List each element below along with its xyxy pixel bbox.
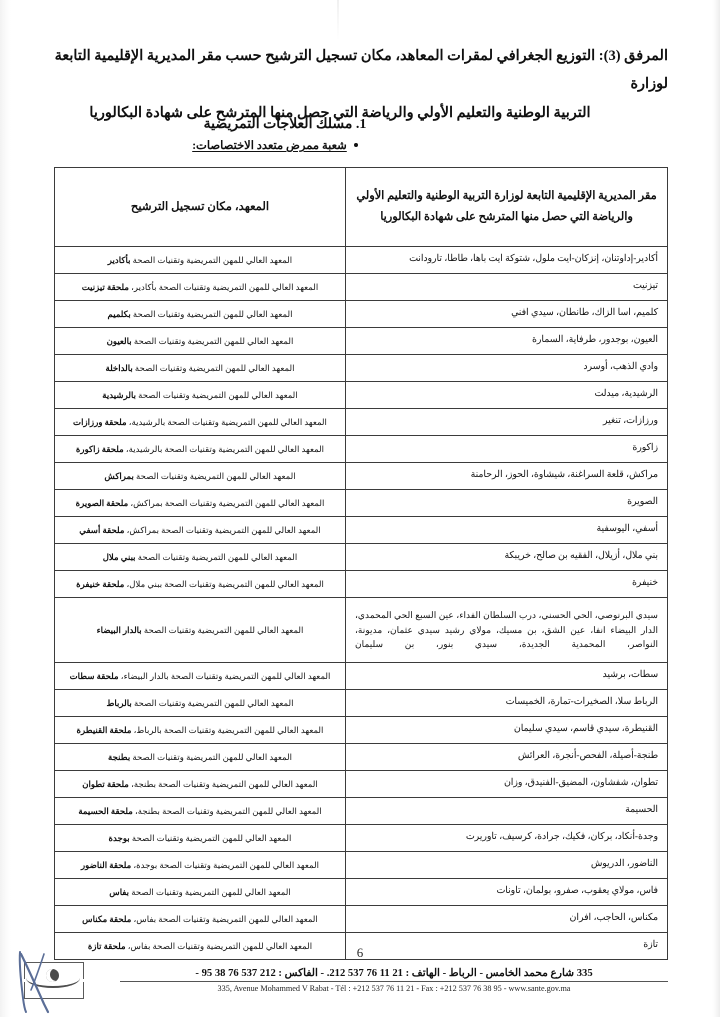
cell-institute: المعهد العالي للمهن التمريضية وتقنيات الصحة ببني ملال، ملحقة خنيفرة — [55, 571, 346, 598]
footer-divider — [120, 981, 668, 982]
cell-institute: المعهد العالي للمهن التمريضية وتقنيات الصحة بفاس، ملحقة تازة — [55, 933, 346, 960]
cell-region: الصويرة — [346, 490, 668, 517]
ministry-logo — [24, 962, 86, 1006]
cell-institute: المعهد العالي للمهن التمريضية وتقنيات الصحة بمراكش، ملحقة الصويرة — [55, 490, 346, 517]
cell-region: الرباط سلا، الصخيرات-تمارة، الخميسات — [346, 690, 668, 717]
subsection-heading — [52, 138, 668, 155]
cell-institute: المعهد العالي للمهن التمريضية وتقنيات الصحة بالرباط، ملحقة القنيطرة — [55, 717, 346, 744]
document-title-line-2: التربية الوطنية والتعليم الأولي والرياضة التي حصل منها المترشح على شهادة البكالوريا — [89, 104, 591, 121]
cell-institute: المعهد العالي للمهن التمريضية وتقنيات الصحة بالدار البيضاء، ملحقة سطات — [55, 663, 346, 690]
section-headings — [52, 114, 668, 155]
cell-institute: المعهد العالي للمهن التمريضية وتقنيات الصحة بفاس، ملحقة مكناس — [55, 906, 346, 933]
cell-region: مكناس، الحاجب، افران — [346, 906, 668, 933]
cell-region: سطات، برشيد — [346, 663, 668, 690]
table-row — [55, 879, 668, 906]
table-row — [55, 517, 668, 544]
subsection-title: شعبة ممرض متعدد الاختصاصات: — [192, 140, 347, 152]
table-body — [55, 247, 668, 960]
logo-crescent-icon — [46, 969, 59, 982]
cell-institute: المعهد العالي للمهن التمريضية وتقنيات الصحة بالرباط — [55, 690, 346, 717]
cell-institute: المعهد العالي للمهن التمريضية وتقنيات الصحة بوجدة، ملحقة الناضور — [55, 852, 346, 879]
cell-region: خنيفرة — [346, 571, 668, 598]
cell-region: سيدي البرنوصي، الحي الحسني، درب السلطان الفداء، عين السبع الحي المحمدي، الدار البيضاء انفا، عين الشق، بن مسيك، مولاي رشيد سيدي عثمان، مديونة، النواصر، المحمدية الجديدة، سيدي بنور، بن سليمان — [346, 598, 668, 663]
cell-institute: المعهد العالي للمهن التمريضية وتقنيات الصحة بطنجة، ملحقة تطوان — [55, 771, 346, 798]
footer-address-latin: 335, Avenue Mohammed V Rabat - Tél : +212 537 76 11 21 - Fax : +212 537 76 38 95 - www.sante.gov.ma — [217, 984, 571, 993]
cell-institute: المعهد العالي للمهن التمريضية وتقنيات الصحة بالرشيدية — [55, 382, 346, 409]
cell-institute: المعهد العالي للمهن التمريضية وتقنيات الصحة بالعيون — [55, 328, 346, 355]
page-footer — [120, 967, 668, 993]
table-row — [55, 825, 668, 852]
table-row — [55, 690, 668, 717]
column-header-institute: المعهد، مكان تسجيل الترشيح — [55, 168, 346, 247]
table-row — [55, 717, 668, 744]
table-header — [55, 168, 668, 247]
cell-institute: المعهد العالي للمهن التمريضية وتقنيات الصحة بالرشيدية، ملحقة زاكورة — [55, 436, 346, 463]
cell-region: بني ملال، أزيلال، الفقيه بن صالح، خريبكة — [346, 544, 668, 571]
cell-region: تازة — [346, 933, 668, 960]
cell-institute: المعهد العالي للمهن التمريضية وتقنيات الصحة بمراكش — [55, 463, 346, 490]
cell-region: وادي الذهب، أوسرد — [346, 355, 668, 382]
table-row — [55, 598, 668, 663]
table-row — [55, 247, 668, 274]
document-title-line-1: المرفق (3): التوزيع الجغرافي لمقرات المعاهد، مكان تسجيل الترشيح حسب مقر المديرية الإقليمية التابعة لوزارة — [54, 48, 668, 93]
column-header-region: مقر المديرية الإقليمية التابعة لوزارة التربية الوطنية والتعليم الأولي والرياضة التي حصل منها المترشح على شهادة البكالوريا — [346, 168, 668, 247]
scan-edge-left — [0, 0, 11, 1017]
cell-institute: المعهد العالي للمهن التمريضية وتقنيات الصحة بأكادير — [55, 247, 346, 274]
table-row — [55, 463, 668, 490]
cell-region: كلميم، اسا الزاك، طانطان، سيدي افني — [346, 301, 668, 328]
bullet-icon — [354, 143, 358, 147]
page-number: 6 — [356, 945, 364, 960]
cell-region: الناضور، الدريوش — [346, 852, 668, 879]
cell-region: تيزنيت — [346, 274, 668, 301]
table-row — [55, 663, 668, 690]
cell-region: الرشيدية، ميدلت — [346, 382, 668, 409]
table-row — [55, 798, 668, 825]
table-header-row — [55, 168, 668, 247]
table-row — [55, 771, 668, 798]
table-row — [55, 301, 668, 328]
cell-institute: المعهد العالي للمهن التمريضية وتقنيات الصحة بالرشيدية، ملحقة ورزازات — [55, 409, 346, 436]
cell-institute: المعهد العالي للمهن التمريضية وتقنيات الصحة بكلميم — [55, 301, 346, 328]
cell-region: أكادير-إداوتنان، إنزكان-ايت ملول، شتوكة ايت باها، طاطا، تارودانت — [346, 247, 668, 274]
registration-table — [54, 167, 668, 960]
cell-institute: المعهد العالي للمهن التمريضية وتقنيات الصحة بمراكش، ملحقة أسفي — [55, 517, 346, 544]
section-number: 1. — [355, 117, 367, 132]
cell-region: مراكش، قلعة السراغنة، شيشاوة، الحوز، الرحامنة — [346, 463, 668, 490]
cell-region: فاس، مولاي يعقوب، صفرو، بولمان، تاونات — [346, 879, 668, 906]
cell-institute: المعهد العالي للمهن التمريضية وتقنيات الصحة ببني ملال — [55, 544, 346, 571]
section-title: مسلك العلاجات التمريضية — [203, 117, 353, 132]
cell-institute: المعهد العالي للمهن التمريضية وتقنيات الصحة بالداخلة — [55, 355, 346, 382]
scan-fold-artifact — [337, 0, 339, 40]
cell-region: تطوان، شفشاون، المضيق-الفنيدق، وزان — [346, 771, 668, 798]
table-row — [55, 382, 668, 409]
table-row — [55, 544, 668, 571]
cell-institute: المعهد العالي للمهن التمريضية وتقنيات الصحة بطنجة — [55, 744, 346, 771]
table-row — [55, 436, 668, 463]
cell-region: زاكورة — [346, 436, 668, 463]
footer-address-arabic: 335 شارع محمد الخامس - الرباط - الهاتف : 21 11 76 537 212. - الفاكس : 212 537 76 38 95 - — [195, 968, 593, 979]
cell-institute: المعهد العالي للمهن التمريضية وتقنيات الصحة بطنجة، ملحقة الحسيمة — [55, 798, 346, 825]
cell-institute: المعهد العالي للمهن التمريضية وتقنيات الصحة بالدار البيضاء — [55, 598, 346, 663]
cell-region: أسفي، اليوسفية — [346, 517, 668, 544]
table-row — [55, 409, 668, 436]
table-row — [55, 906, 668, 933]
table-row — [55, 328, 668, 355]
cell-region: القنيطرة، سيدي قاسم، سيدي سليمان — [346, 717, 668, 744]
table-row — [55, 490, 668, 517]
cell-region: وجدة-أنكاد، بركان، فكيك، جرادة، كرسيف، تاوريرت — [346, 825, 668, 852]
cell-institute: المعهد العالي للمهن التمريضية وتقنيات الصحة بوجدة — [55, 825, 346, 852]
table-row — [55, 355, 668, 382]
cell-region: ورزازات، تنغير — [346, 409, 668, 436]
cell-region: العيون، بوجدور، طرفاية، السمارة — [346, 328, 668, 355]
table-row — [55, 571, 668, 598]
table-row — [55, 744, 668, 771]
cell-region: الحسيمة — [346, 798, 668, 825]
table-row — [55, 274, 668, 301]
scan-edge-right — [712, 0, 720, 1017]
table-row — [55, 852, 668, 879]
cell-institute: المعهد العالي للمهن التمريضية وتقنيات الصحة بفاس — [55, 879, 346, 906]
cell-institute: المعهد العالي للمهن التمريضية وتقنيات الصحة بأكادير، ملحقة تيزنيت — [55, 274, 346, 301]
section-heading-1 — [52, 114, 668, 135]
cell-region: طنجة-أصيلة، الفحص-أنجرة، العرائش — [346, 744, 668, 771]
